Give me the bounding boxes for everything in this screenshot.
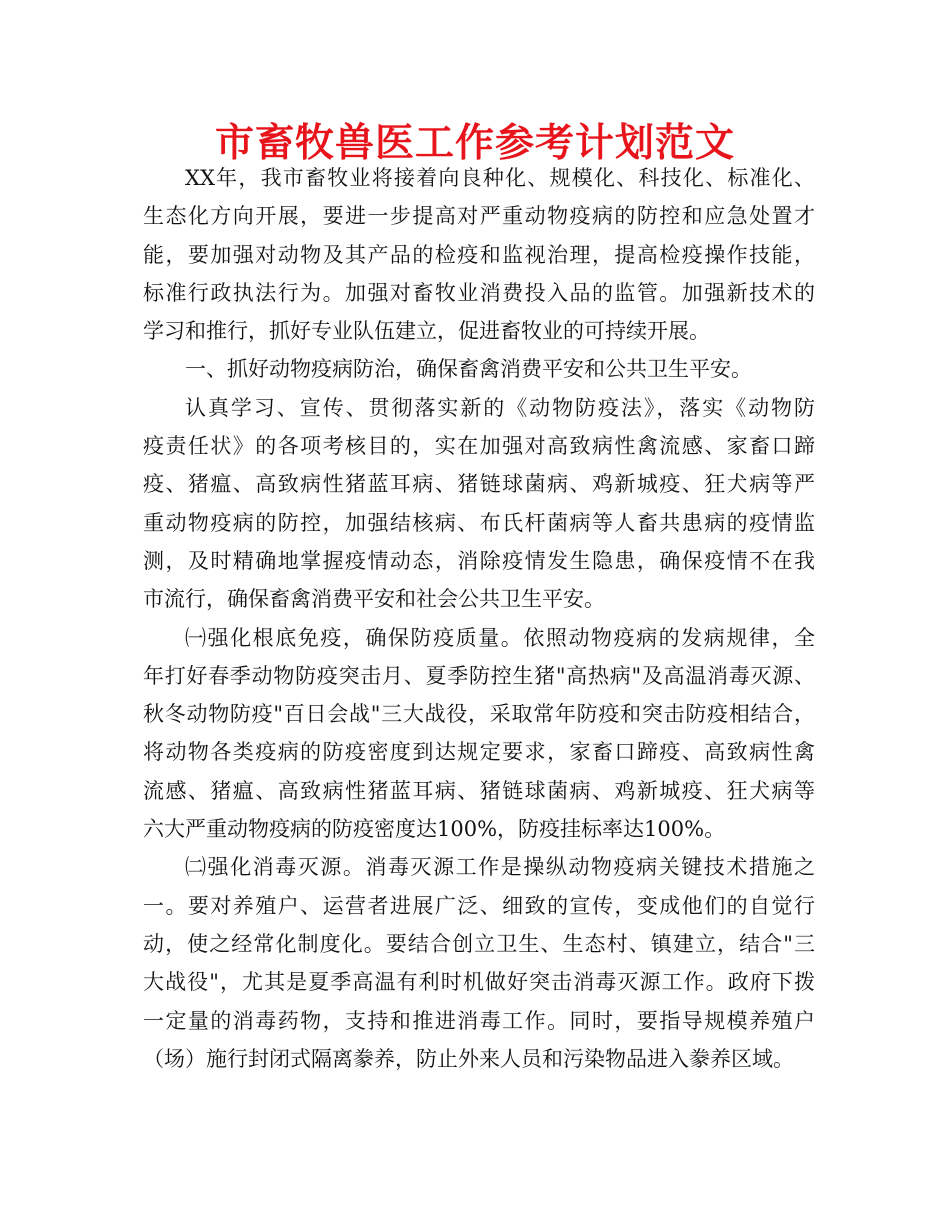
text-line: （场）施行封闭式隔离豢养，防止外来人员和污染物品进入豢养区域。 [143, 1046, 794, 1071]
paragraph-disease-control [143, 389, 815, 619]
text-line: 将动物各类疫病的防疫密度到达规定要求，家畜口蹄疫、高致病性禽 [143, 740, 815, 765]
paragraph-disinfection [143, 848, 815, 1078]
text-line: 一。要对养殖户、运营者进展广泛、细致的宣传，变成他们的自觉行 [143, 893, 815, 918]
text-line: 疫责任状》的各项考核目的，实在加强对高致病性禽流感、家畜口蹄 [143, 434, 815, 459]
text-line: 能，要加强对动物及其产品的检疫和监视治理，提高检疫操作技能， [143, 242, 815, 267]
text-line: 一、抓好动物疫病防治，确保畜禽消费平安和公共卫生平安。 [185, 357, 752, 382]
text-line: 生态化方向开展，要进一步提高对严重动物疫病的防控和应急处置才 [143, 204, 815, 229]
text-line: 学习和推行，抓好专业队伍建立，促进畜牧业的可持续开展。 [143, 319, 710, 344]
document-title: 市畜牧兽医工作参考计划范文 [214, 121, 735, 166]
document-body [143, 159, 815, 1078]
paragraph-immunization [143, 619, 815, 849]
text-line: 认真学习、宣传、贯彻落实新的《动物防疫法》，落实《动物防 [185, 395, 815, 420]
text-line: 重动物疫病的防控，加强结核病、布氏杆菌病等人畜共患病的疫情监 [143, 510, 815, 535]
section-heading-1 [143, 350, 815, 388]
text-line: 一定量的消毒药物，支持和推进消毒工作。同时，要指导规模养殖户 [143, 1008, 815, 1033]
text-line: 流感、猪瘟、高致病性猪蓝耳病、猪链球菌病、鸡新城疫、狂犬病等 [143, 778, 815, 803]
text-line: 秋冬动物防疫"百日会战"三大战役，采取常年防疫和突击防疫相结合， [143, 702, 815, 727]
text-line: 标准行政执法行为。加强对畜牧业消费投入品的监管。加强新技术的 [143, 280, 815, 305]
text-line: 疫、猪瘟、高致病性猪蓝耳病、猪链球菌病、鸡新城疫、狂犬病等严 [143, 472, 815, 497]
text-line: ㈡强化消毒灭源。消毒灭源工作是操纵动物疫病关键技术措施之 [185, 855, 815, 880]
paragraph-intro [143, 159, 815, 350]
text-line: 测，及时精确地掌握疫情动态，消除疫情发生隐患，确保疫情不在我 [143, 548, 815, 573]
text-line: 六大严重动物疫病的防疫密度达100%，防疫挂标率达100%。 [143, 817, 726, 842]
text-line: 大战役"，尤其是夏季高温有利时机做好突击消毒灭源工作。政府下拨 [143, 970, 815, 995]
text-line: XX年，我市畜牧业将接着向良种化、规模化、科技化、标准化、 [185, 166, 815, 190]
text-line: 年打好春季动物防疫突击月、夏季防控生猪"高热病"及高温消毒灭源、 [143, 663, 815, 688]
text-line: 市流行，确保畜禽消费平安和社会公共卫生平安。 [143, 587, 605, 612]
text-line: 动，使之经常化制度化。要结合创立卫生、生态村、镇建立，结合"三 [143, 931, 815, 956]
text-line: ㈠强化根底免疫，确保防疫质量。依照动物疫病的发病规律，全 [185, 625, 815, 650]
